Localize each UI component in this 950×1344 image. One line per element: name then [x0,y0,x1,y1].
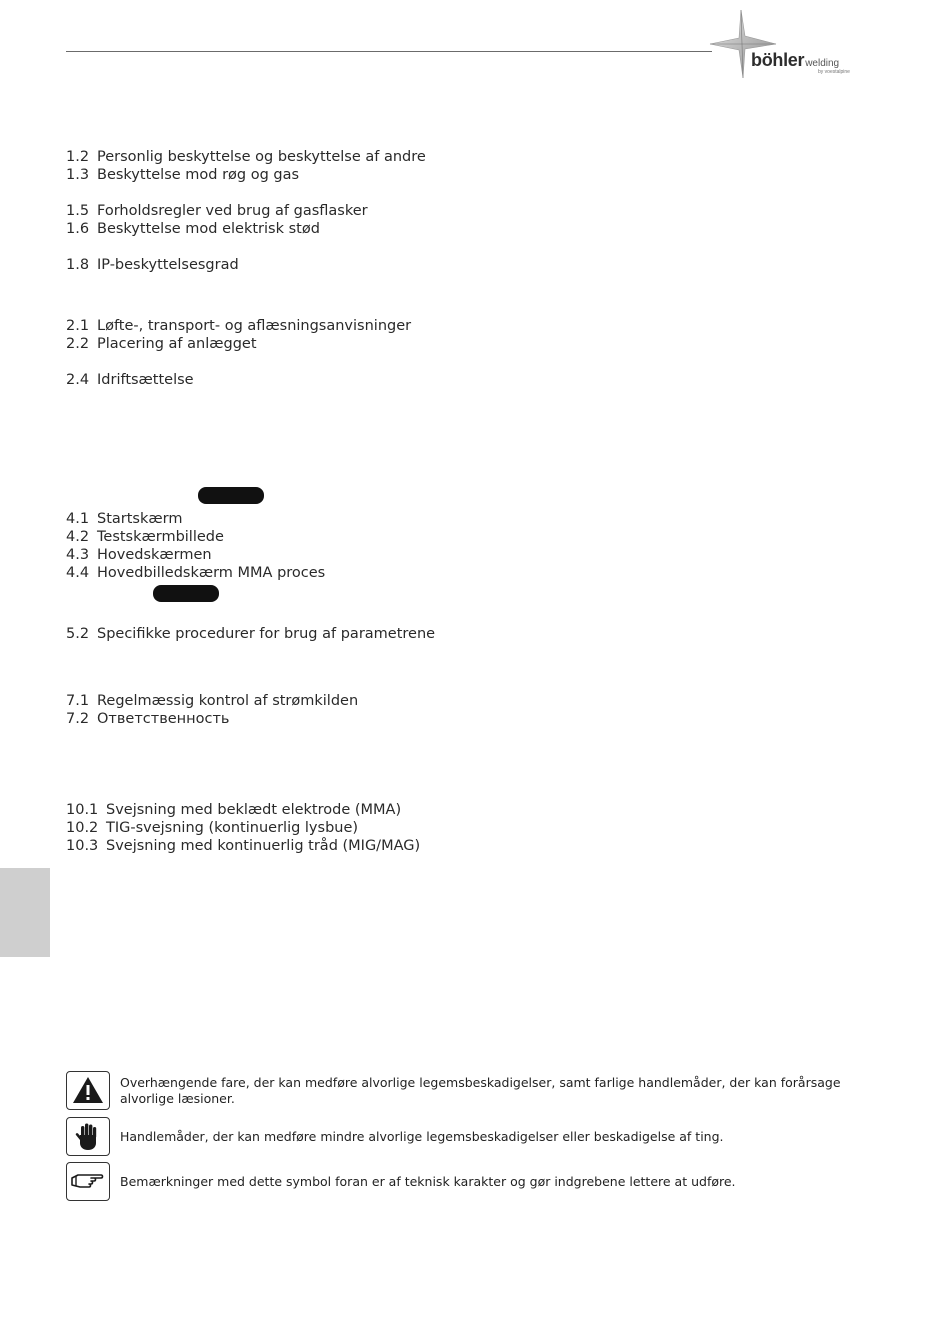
toc-number: 10.1 [66,802,99,818]
toc-title: Ответственность [97,711,230,727]
toc-title: Regelmæssig kontrol af strømkilden [97,693,359,709]
toc-title: Løfte-, transport- og aflæsningsanvisninger [97,318,412,334]
toc-number: 1.3 [66,167,90,183]
logo-brand-text: böhler [751,50,805,70]
toc-title: Specifikke procedurer for brug af parametrene [97,626,436,642]
toc-entry[interactable] [66,166,299,184]
language-side-tab [0,868,50,957]
toc-entry[interactable] [66,692,358,710]
toc-entry[interactable] [66,837,420,855]
toc-entry[interactable] [66,625,435,643]
legend-text: Bemærkninger med dette symbol foran er af teknisk karakter og gør indgrebene lettere at udføre. [120,1174,736,1189]
toc-entry[interactable] [66,371,194,389]
toc-number: 4.1 [66,511,90,527]
toc-title: Beskyttelse mod elektrisk stød [97,221,320,237]
toc-number: 10.3 [66,838,99,854]
legend-icon-box [66,1162,110,1201]
toc-title: TIG-svejsning (kontinuerlig lysbue) [106,820,359,836]
toc-number: 2.4 [66,372,90,388]
pointing-hand-icon [67,1163,109,1200]
toc-entry[interactable] [66,220,320,238]
toc-number: 5.2 [66,626,90,642]
toc-number: 4.3 [66,547,90,563]
brand-logo [708,8,878,80]
legend-item-danger [66,1071,866,1111]
toc-number: 4.2 [66,529,90,545]
toc-title: Svejsning med beklædt elektrode (MMA) [106,802,402,818]
toc-entry[interactable] [66,148,426,166]
header-rule [66,51,712,52]
toc-title: Idriftsættelse [97,372,194,388]
toc-number: 1.8 [66,257,90,273]
stop-hand-icon [67,1118,109,1155]
toc-number: 10.2 [66,820,99,836]
toc-title: Beskyttelse mod røg og gas [97,167,300,183]
toc-entry[interactable] [66,528,224,546]
legend-text: Overhængende fare, der kan medføre alvorlige legemsbeskadigelser, samt farlige handlemåder, der kan forårsage alvorlige læsioner. [120,1075,841,1106]
toc-title: Svejsning med kontinuerlig tråd (MIG/MAG) [106,838,421,854]
toc-title: Personlig beskyttelse og beskyttelse af andre [97,149,426,165]
legend-text: Handlemåder, der kan medføre mindre alvorlige legemsbeskadigelser eller beskadigelse af ting. [120,1129,724,1144]
toc-title: Placering af anlægget [97,336,257,352]
toc-number: 1.2 [66,149,90,165]
logo-sub-text: welding [805,58,840,69]
toc-entry[interactable] [66,564,325,582]
warning-triangle-icon [67,1072,109,1109]
toc-number: 4.4 [66,565,90,581]
toc-entry[interactable] [66,256,239,274]
toc-entry[interactable] [66,510,182,528]
toc-entry[interactable] [66,317,411,335]
toc-number: 7.2 [66,711,90,727]
toc-number: 1.6 [66,221,90,237]
toc-number: 2.2 [66,336,90,352]
toc-title: Forholdsregler ved brug af gasflasker [97,203,368,219]
toc-title: Hovedskærmen [97,547,212,563]
redaction-bar [153,585,219,602]
toc-entry[interactable] [66,546,212,564]
toc-title: IP-beskyttelsesgrad [97,257,239,273]
toc-number: 1.5 [66,203,90,219]
logo-tagline: by voestalpine [818,69,850,75]
legend-icon-box [66,1117,110,1156]
toc-title: Testskærmbillede [97,529,224,545]
toc-entry[interactable] [66,335,257,353]
legend-item-caution [66,1117,866,1157]
toc-number: 2.1 [66,318,90,334]
toc-entry[interactable] [66,202,368,220]
toc-entry[interactable] [66,710,229,728]
toc-entry[interactable] [66,801,401,819]
legend-item-note [66,1162,866,1202]
legend-icon-box [66,1071,110,1110]
toc-entry[interactable] [66,819,358,837]
toc-number: 7.1 [66,693,90,709]
toc-title: Hovedbilledskærm MMA proces [97,565,326,581]
toc-title: Startskærm [97,511,183,527]
redaction-bar [198,487,264,504]
